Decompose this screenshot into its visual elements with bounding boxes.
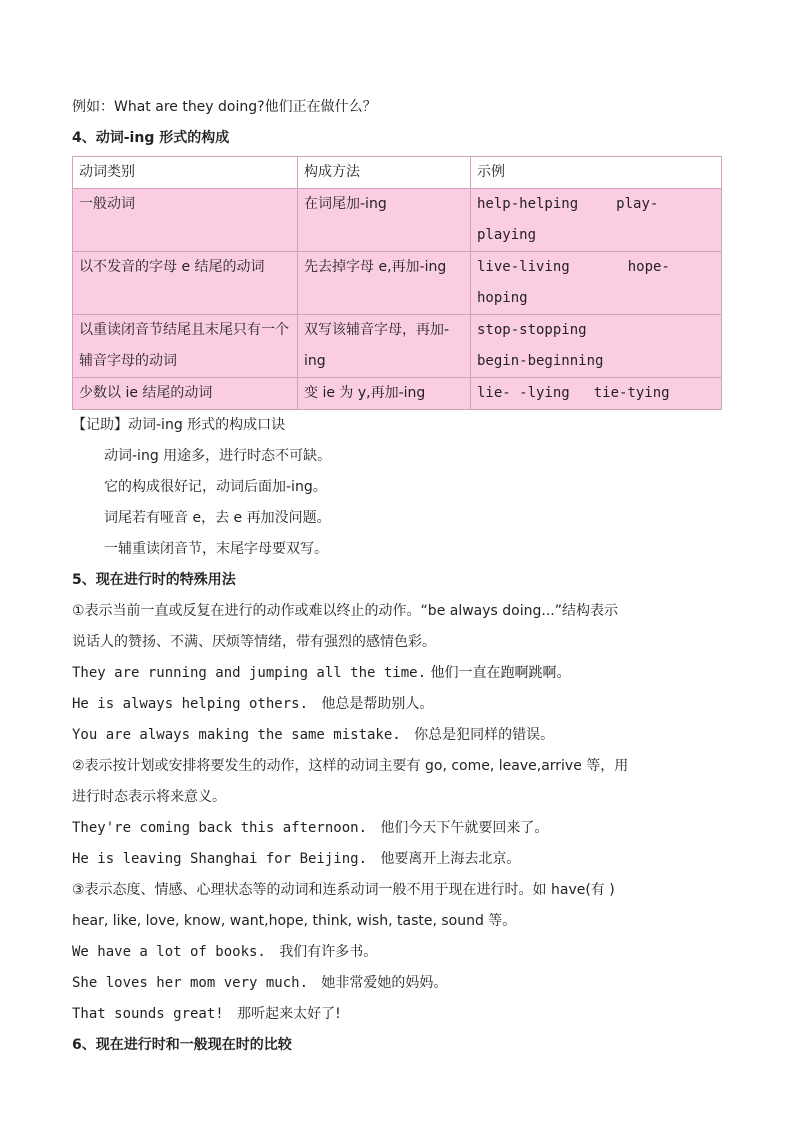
section-6-title: 6、现在进行时和一般现在时的比较 (72, 1037, 292, 1053)
example-b: hope-hoping (477, 259, 670, 306)
intro-example: 例如：What are they doing?他们正在做什么？ (72, 99, 377, 115)
example-sentence (72, 813, 722, 844)
example-zh: 他要离开上海去北京。 (380, 851, 521, 867)
example-en: He is always helping others. (72, 696, 309, 712)
table-row (73, 315, 722, 378)
section-4-title: 4、动词-ing 形式的构成 (72, 130, 230, 146)
header-category: 动词类别 (73, 157, 298, 189)
example-sentence (72, 999, 722, 1030)
example-a: help-helping (477, 196, 579, 212)
example-en: We have a lot of books. (72, 944, 266, 960)
usage-1-text: 说话人的赞扬、不满、厌烦等情绪，带有强烈的感情色彩。 (72, 634, 436, 650)
usage-3-text: hear, like, love, know, want,hope, think, wish, taste, sound 等。 (72, 913, 517, 929)
usage-2-text: ②表示按计划或安排将要发生的动作，这样的动词主要有 go, come, leave,arrive 等，用 (72, 758, 629, 774)
header-method: 构成方法 (298, 157, 471, 189)
example-en: You are always making the same mistake. (72, 727, 401, 743)
example-sentence (72, 844, 722, 875)
row-method: 双写该辅音字母，再加-ing (298, 315, 471, 378)
example-zh: 他们一直在跑啊跳啊。 (430, 665, 571, 681)
mnemonic-line: 它的构成很好记，动词后面加-ing。 (104, 479, 327, 495)
table-header-row (73, 157, 722, 189)
example-zh: 那听起来太好了! (237, 1006, 341, 1022)
row-category: 少数以 ie 结尾的动词 (73, 378, 298, 410)
row-method: 在词尾加-ing (298, 189, 471, 252)
example-sentence (72, 658, 722, 689)
example-b: tie-tying (593, 385, 670, 401)
mnemonic-line: 词尾若有哑音 e，去 e 再加没问题。 (104, 510, 331, 526)
example-zh: 你总是犯同样的错误。 (414, 727, 555, 743)
example-zh: 我们有许多书。 (279, 944, 378, 960)
table-row (73, 378, 722, 410)
example-a: stop-stopping (477, 322, 587, 338)
example-b: play-playing (477, 196, 659, 243)
usage-2-text: 进行时态表示将来意义。 (72, 789, 226, 805)
ing-form-table (72, 156, 722, 410)
row-method: 变 ie 为 y,再加-ing (298, 378, 471, 410)
document-page (72, 92, 722, 1061)
example-b: begin-beginning (477, 353, 604, 369)
row-example (471, 189, 722, 252)
mnemonic-title: 【记助】动词-ing 形式的构成口诀 (72, 417, 286, 433)
header-example: 示例 (471, 157, 722, 189)
example-zh: 他们今天下午就要回来了。 (380, 820, 549, 836)
example-sentence (72, 968, 722, 999)
example-en: He is leaving Shanghai for Beijing. (72, 851, 368, 867)
row-category: 以重读闭音节结尾且末尾只有一个辅音字母的动词 (73, 315, 298, 378)
row-category: 以不发音的字母 e 结尾的动词 (73, 252, 298, 315)
example-sentence (72, 937, 722, 968)
usage-3-text: ③表示态度、情感、心理状态等的动词和连系动词一般不用于现在进行时。如 have(有 ) (72, 882, 615, 898)
row-category: 一般动词 (73, 189, 298, 252)
row-example (471, 252, 722, 315)
row-example (471, 378, 722, 410)
row-method: 先去掉字母 e,再加-ing (298, 252, 471, 315)
section-5-title: 5、现在进行时的特殊用法 (72, 572, 236, 588)
usage-1-text: ①表示当前一直或反复在进行的动作或难以终止的动作。“be always doing...”结构表示 (72, 603, 618, 619)
mnemonic-line: 动词-ing 用途多，进行时态不可缺。 (104, 448, 332, 464)
example-en: That sounds great! (72, 1006, 224, 1022)
example-sentence (72, 689, 722, 720)
example-zh: 她非常爱她的妈妈。 (321, 975, 448, 991)
example-zh: 他总是帮助别人。 (321, 696, 434, 712)
row-example (471, 315, 722, 378)
example-en: They're coming back this afternoon. (72, 820, 368, 836)
mnemonic-line: 一辅重读闭音节，末尾字母要双写。 (104, 541, 328, 557)
table-row (73, 252, 722, 315)
example-a: live-living (477, 259, 570, 275)
example-a: lie- -lying (477, 385, 570, 401)
example-en: She loves her mom very much. (72, 975, 309, 991)
table-row (73, 189, 722, 252)
example-sentence (72, 720, 722, 751)
example-en: They are running and jumping all the time. (72, 665, 427, 681)
